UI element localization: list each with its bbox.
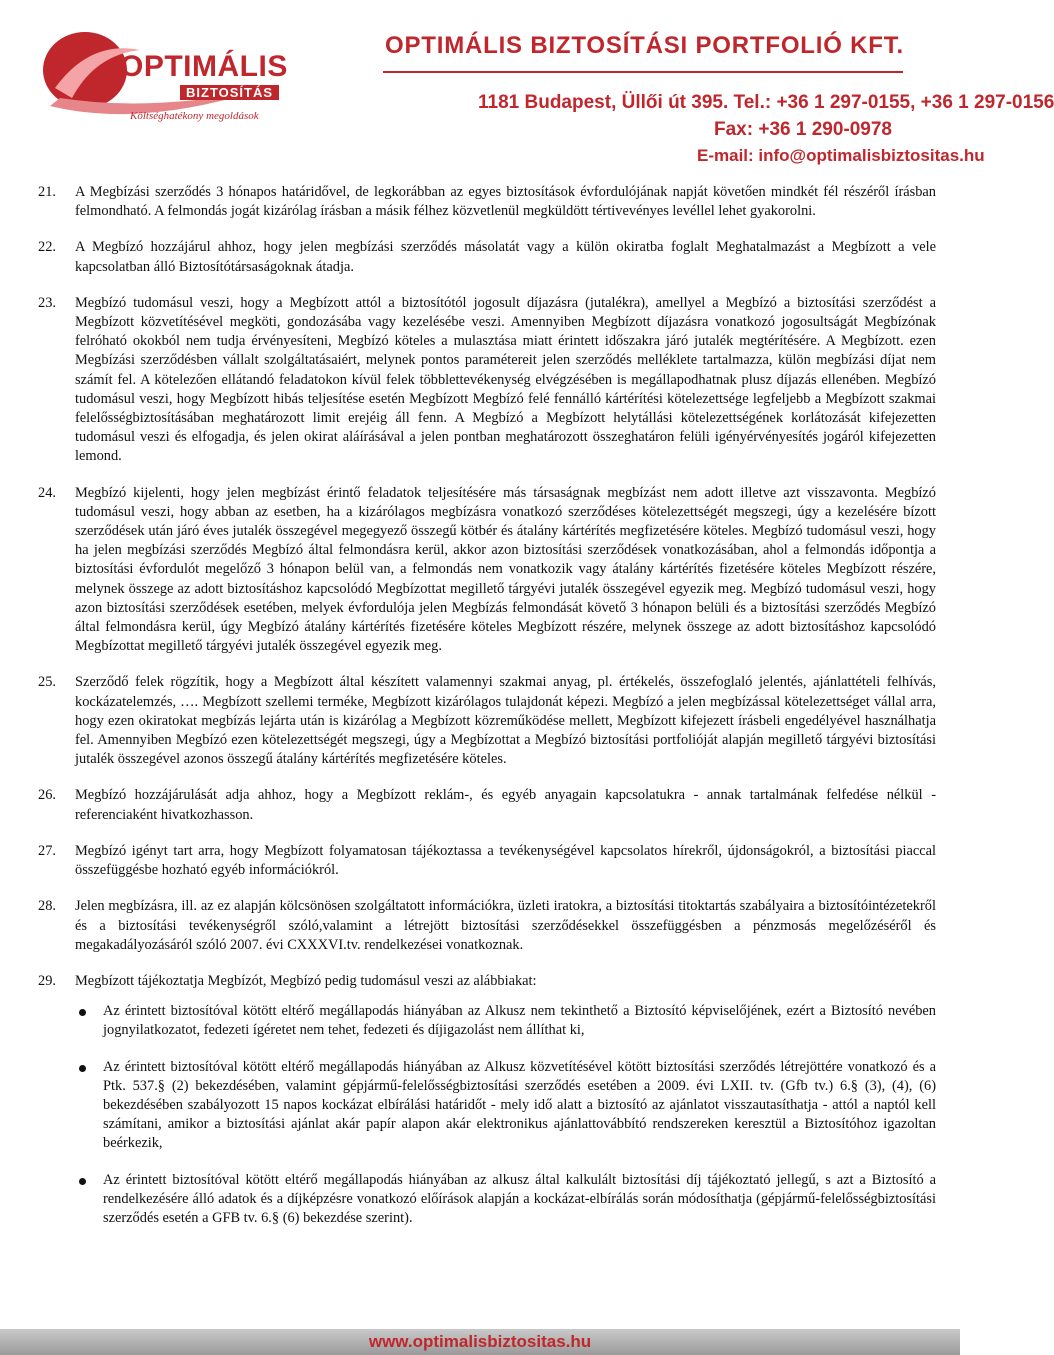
clause-text: Megbízott tájékoztatja Megbízót, Megbízó pedig tudomásul veszi az alábbiakat:	[75, 972, 537, 989]
page-footer	[0, 1322, 960, 1355]
clause-24	[38, 484, 936, 657]
bullet-icon	[79, 1178, 86, 1185]
clause-text: Megbízó tudomásul veszi, hogy a Megbízott attól a biztosítótól jogosult díjazásra (jutalékra), amellyel a Megbízó a biztosítási szerződést a Megbízott közvetítésével megköti, gondozásába vagy kezelésébe veszi. Amennyiben Megbízott díjazásra vonatkozó jogosultságát Megbízónak felróható okokból nem tudja érvényesíteni, Megbízó köteles a mulasztása miatt érintett időszakra járó jutalék megtérítésére. A Megbízott. ezen Megbízási szerződésben vállalt szolgáltatásaiért, melynek pontos paramétereit jelen szerződés melléklete tartalmazza, külön megbízási díjat nem számít fel. A kötelezően ellátandó feladatokon kívül felek többlettevékenység elvégzésében is megállapodhatnak plusz díjazás ellenében. Megbízó tudomásul veszi, hogy Megbízott hibás teljesítése esetén Megbízott Megbízó felé fennálló kártérítési kötelezettsége legfeljebb a Megbízott szakmai felelősségbiztosításában meghatározott limit erejéig áll fenn. A Megbízó a Megbízott helytállási kötelezettségének korlátozását kifejezetten tudomásul veszi és elfogadja, és jelen okirat aláírásával a jelen pontban meghatározott összeghatáron felüli igényérvényesítés jogáról kifejezetten lemond.	[75, 294, 936, 465]
contact-address: 1181 Budapest, Üllői út 395. Tel.: +36 1 297-0155, +36 1 297-0156	[478, 92, 1054, 113]
clause-23	[38, 294, 936, 467]
clause-number: 26.	[38, 787, 56, 804]
clause-text: A Megbízó hozzájárul ahhoz, hogy jelen megbízási szerződés másolatát vagy a külön okiratba foglalt Meghatalmazást a Megbízott a vele kapcsolatban álló Biztosítótársaságoknak átadja.	[75, 239, 936, 275]
company-logo	[30, 10, 288, 125]
bullet-icon	[79, 1065, 86, 1072]
bullet-text: Az érintett biztosítóval kötött eltérő megállapodás hiányában az alkusz által kalkulált biztosítási díj tájékoztató jellegű, s azt a Biztosító a rendelkezésére álló adatok és a díjképzésre vonatkozó előírások alapján a kockázat-elbírálás során módosíthatja (gépjármű-felelősségbiztosítási szerződés esetén a GFB tv. 6.§ (6) bekezdése szerint).	[103, 1171, 936, 1226]
clause-29-bullet-list	[75, 1002, 936, 1228]
clause-number: 24.	[38, 484, 56, 501]
logo-wordmark: OPTIMÁLIS	[120, 50, 288, 83]
clause-25	[38, 673, 936, 769]
clause-number: 25.	[38, 674, 56, 691]
clause-text: Megbízó hozzájárulását adja ahhoz, hogy a Megbízott reklám-, és egyéb anyagain kapcsolatukra - annak tartalmának felfedése nélkül - referenciaként hivatkozhasson.	[75, 787, 936, 823]
bullet-text: Az érintett biztosítóval kötött eltérő megállapodás hiányában az Alkusz nem tekinthető a Biztosító képviselőjének, ezért a Biztosító nevében jognyilatkozatot, fedezeti ígéretet nem tehet, fedezeti és díjigazolást nem állíthat ki,	[103, 1003, 936, 1039]
document-body	[38, 183, 936, 1245]
clause-number: 23.	[38, 294, 56, 311]
clause-text: Megbízó kijelenti, hogy jelen megbízást érintő feladatok teljesítésére más társaságnak megbízást nem adott illetve azt visszavonta. Megbízó tudomásul veszi, hogy abban az esetben, ha a kizárólagos megbízásra vonatkozó szerződéses kötelezettségét megszegi, úgy a kezelésére bízott szerződések után járó éves jutalék összegével megegyező összegű kötbér és átalány kártérítés megfizetésére köteles. Megbízó tudomásul veszi, hogy ha jelen megbízási szerződés Megbízó által felmondásra kerül, akkor azon biztosítási szerződések vonatkozásában, ahol a felmondás időpontja a biztosítási évfordulót megelőző 3 hónapon belül van, a felmondás nem vonatkozik vagy átalány kártérítés fizetésére köteles Megbízott részére, melynek összege az adott biztosításhoz kapcsolódó Megbízottat megillető tárgyévi jutalék összegével egyezik meg. Megbízó tudomásul veszi, hogy azon biztosítási szerződések esetében, melyek évfordulója jelen Megbízás felmondását követő 3 hónapon belüli és a biztosítási szerződés Megbízó által felmondásra kerül, úgy Megbízó átalány kártérítés fizetésére köteles Megbízott részére, melynek összege az adott biztosításhoz kapcsolódó Megbízottat megillető tárgyévi jutalék összegével egyezik meg.	[75, 484, 936, 655]
contact-fax: Fax: +36 1 290-0978	[714, 119, 892, 140]
logo-tagline: Költséghatékony megoldások	[130, 110, 259, 122]
contact-email: E-mail: info@optimalisbiztositas.hu	[697, 146, 985, 165]
clause-number: 22.	[38, 239, 56, 256]
clause-text: Jelen megbízásra, ill. az ez alapján kölcsönösen szolgáltatott információkra, üzleti iratokra, a biztosítási titoktartás szabályaira a biztosítóintézetekről és a biztosítási tevékenységről szóló,valamint a létrejött biztosítási szerződésekkel összefüggésben a pénzmosás megelőzéséről és megakadályozásáról szóló 2007. évi CXXXVI.tv. rendelkezései vonatkoznak.	[75, 898, 936, 953]
clause-number: 28.	[38, 898, 56, 915]
logo-subtitle: BIZTOSÍTÁS	[180, 85, 279, 100]
clause-text: Szerződő felek rögzítik, hogy a Megbízott által készített valamennyi szakmai anyag, pl. értékelés, összefoglaló jelentés, ajánlattételi felhívás, kockázatelemzés, …. Megbízott szellemi terméke, Megbízott kizárólagos tulajdonát képezi. Megbízó a jelen megbízással kötelezettséget vállal arra, hogy ezen okiratokat megbízás lejárta után is kizárólag a Megbízott közreműködése mellett, Megbízott kifejezett írásbeli engedélyével használhatja fel. Amennyiben Megbízó ezen kötelezettségét megszegi, úgy a Megbízottat a Megbízó biztosítási portfolióját alapján megillető tárgyévi biztosítási jutalék összegével azonos összegű átalány kártérítés megfizetésére köteles.	[75, 674, 936, 768]
list-item	[75, 1058, 936, 1154]
clause-28	[38, 897, 936, 955]
clause-number: 21.	[38, 184, 56, 200]
clause-text: Megbízó igényt tart arra, hogy Megbízott folyamatosan tájékoztassa a tevékenységével kapcsolatos hírekről, újdonságokról, a biztosítási piaccal összefüggésbe hozható egyéb információkról.	[75, 842, 936, 879]
clause-text: A Megbízási szerződés 3 hónapos határidővel, de legkorábban az egyes biztosítások évfordulójának napját követően mindkét fél részéről írásban felmondható. A felmondás jogát kizárólag írásban a másik félhez közvetlenül megküldött tértivevényes levéllel lehet gyakorolni.	[75, 184, 936, 220]
clause-29	[38, 972, 936, 1228]
bullet-icon	[79, 1009, 86, 1016]
company-name: OPTIMÁLIS BIZTOSÍTÁSI PORTFOLIÓ KFT.	[385, 32, 905, 59]
list-item	[75, 1002, 936, 1040]
clause-number: 29.	[38, 972, 56, 989]
footer-website-link[interactable]: www.optimalisbiztositas.hu	[368, 1332, 592, 1351]
header-divider	[383, 71, 903, 73]
clause-number: 27.	[38, 842, 56, 859]
clause-26	[38, 786, 936, 824]
clause-22	[38, 238, 936, 276]
clause-27	[38, 842, 936, 880]
letterhead	[0, 0, 1054, 175]
bullet-text: Az érintett biztosítóval kötött eltérő megállapodás hiányában az Alkusz közvetítésével kötött biztosítási szerződés létrejöttére vonatkozó és a Ptk. 537.§ (2) bekezdésében, valamint gépjármű-felelősségbiztosítási szerződés esetében a 2009. évi LXII. tv. (Gfb tv.) 6.§ (3), (4), (6) bekezdésében szabályozott 15 napos kockázat elbírálási határidőt - mely idő alatt a biztosító az ajánlatot visszautasíthatja - attól a naptól kell számítani, amikor a biztosítási ajánlat akár papír alapon akár elektronikus ajánlattovábbító rendszereken keresztül a Biztosítóhoz igazoltan beérkezik,	[103, 1058, 936, 1152]
list-item	[75, 1171, 936, 1229]
clause-21	[38, 183, 936, 221]
